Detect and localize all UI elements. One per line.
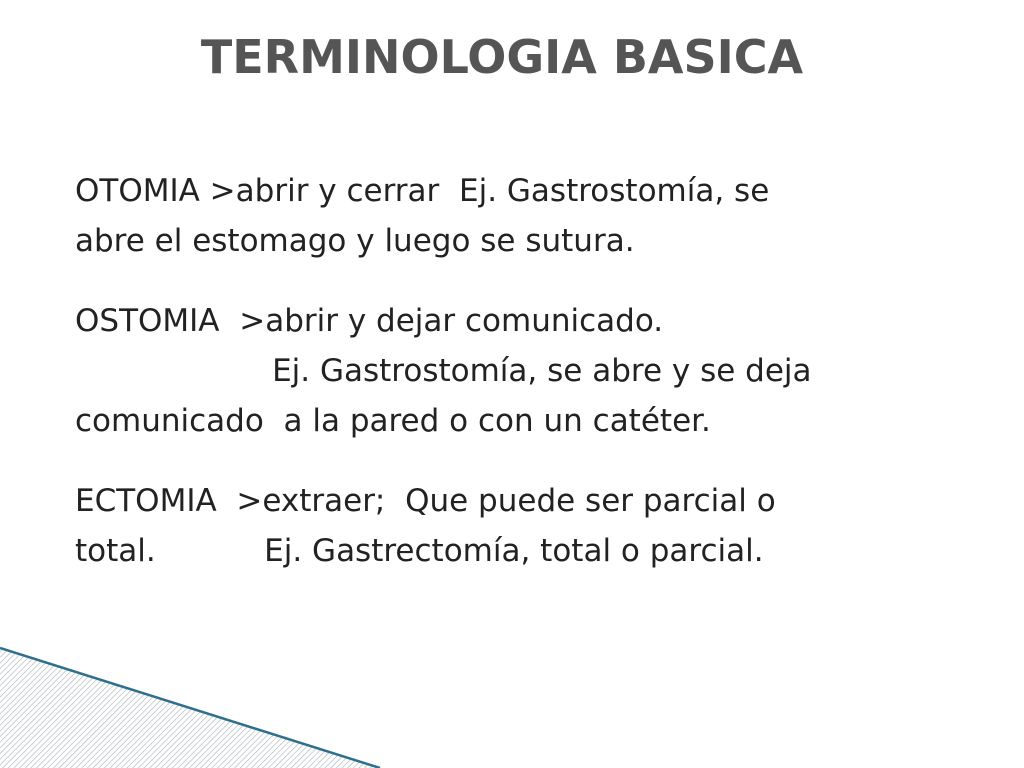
slide-title: TERMINOLOGIA BASICA (200, 30, 804, 84)
corner-decoration (0, 640, 400, 768)
paragraph-otomia (75, 166, 975, 266)
paragraph-ectomia (75, 476, 975, 576)
text-line: comunicado a la pared o con un catéter. (75, 403, 711, 439)
text-line: OSTOMIA >abrir y dejar comunicado. (75, 303, 664, 339)
text-line: abre el estomago y luego se sutura. (75, 223, 635, 259)
text-line: OTOMIA >abrir y cerrar Ej. Gastrostomía, se (75, 173, 770, 209)
slide-body (75, 166, 975, 576)
text-line: total. Ej. Gastrectomía, total o parcial. (75, 533, 764, 569)
text-line: ECTOMIA >extraer; Que puede ser parcial o (75, 483, 776, 519)
text-line: Ej. Gastrostomía, se abre y se deja (75, 353, 812, 389)
paragraph-ostomia (75, 296, 975, 446)
